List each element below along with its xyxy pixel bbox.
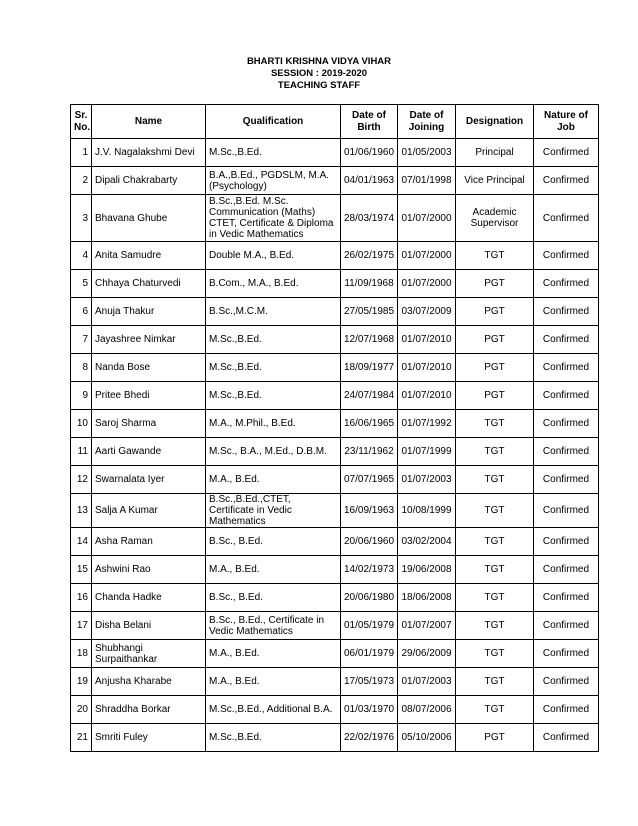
cell-sr-no: 12 [71,466,92,494]
cell-sr-no: 10 [71,410,92,438]
cell-name: J.V. Nagalakshmi Devi [92,139,206,167]
cell-sr-no: 11 [71,438,92,466]
cell-nature-of-job: Confirmed [534,270,599,298]
cell-sr-no: 18 [71,640,92,668]
cell-date-of-birth: 20/06/1960 [341,528,398,556]
cell-qualification: M.A., B.Ed. [206,640,341,668]
cell-sr-no: 16 [71,584,92,612]
cell-date-of-joining: 01/07/2000 [398,242,456,270]
cell-nature-of-job: Confirmed [534,139,599,167]
cell-date-of-birth: 27/05/1985 [341,298,398,326]
cell-sr-no: 15 [71,556,92,584]
cell-sr-no: 3 [71,195,92,242]
table-row [71,466,599,494]
cell-date-of-birth: 14/02/1973 [341,556,398,584]
cell-date-of-birth: 28/03/1974 [341,195,398,242]
cell-date-of-joining: 03/02/2004 [398,528,456,556]
cell-date-of-joining: 01/07/2000 [398,195,456,242]
cell-nature-of-job: Confirmed [534,298,599,326]
table-body [71,139,599,752]
table-row [71,298,599,326]
cell-designation: TGT [456,584,534,612]
header-sr-no: Sr. No. [71,105,92,139]
cell-designation: PGT [456,270,534,298]
cell-nature-of-job: Confirmed [534,528,599,556]
cell-nature-of-job: Confirmed [534,696,599,724]
table-row [71,270,599,298]
cell-date-of-birth: 23/11/1962 [341,438,398,466]
cell-designation: TGT [456,466,534,494]
cell-date-of-joining: 18/06/2008 [398,584,456,612]
cell-designation: Principal [456,139,534,167]
cell-date-of-joining: 19/06/2008 [398,556,456,584]
cell-nature-of-job: Confirmed [534,195,599,242]
cell-name: Disha Belani [92,612,206,640]
cell-nature-of-job: Confirmed [534,242,599,270]
cell-qualification: B.Sc., B.Ed. [206,528,341,556]
cell-designation: PGT [456,326,534,354]
table-row [71,528,599,556]
cell-designation: TGT [456,410,534,438]
table-row [71,584,599,612]
table-row [71,382,599,410]
cell-date-of-joining: 01/07/2010 [398,382,456,410]
table-row [71,724,599,752]
cell-date-of-joining: 01/07/1992 [398,410,456,438]
cell-designation: PGT [456,382,534,410]
cell-sr-no: 21 [71,724,92,752]
cell-sr-no: 20 [71,696,92,724]
cell-designation: Academic Supervisor [456,195,534,242]
cell-qualification: M.A., M.Phil., B.Ed. [206,410,341,438]
cell-date-of-joining: 01/07/2007 [398,612,456,640]
cell-nature-of-job: Confirmed [534,438,599,466]
school-name: BHARTI KRISHNA VIDYA VIHAR [246,56,392,67]
cell-qualification: B.Sc., B.Ed. [206,584,341,612]
cell-qualification: B.Com., M.A., B.Ed. [206,270,341,298]
cell-name: Chhaya Chaturvedi [92,270,206,298]
cell-sr-no: 13 [71,494,92,528]
cell-date-of-birth: 01/05/1979 [341,612,398,640]
cell-nature-of-job: Confirmed [534,612,599,640]
cell-sr-no: 9 [71,382,92,410]
cell-date-of-joining: 10/08/1999 [398,494,456,528]
cell-date-of-joining: 01/07/2003 [398,466,456,494]
cell-qualification: Double M.A., B.Ed. [206,242,341,270]
document-heading [0,56,638,92]
cell-name: Ashwini Rao [92,556,206,584]
cell-date-of-joining: 01/05/2003 [398,139,456,167]
cell-designation: TGT [456,612,534,640]
table-row [71,139,599,167]
cell-nature-of-job: Confirmed [534,354,599,382]
cell-sr-no: 4 [71,242,92,270]
cell-date-of-birth: 01/06/1960 [341,139,398,167]
cell-nature-of-job: Confirmed [534,466,599,494]
cell-designation: TGT [456,494,534,528]
cell-name: Saroj Sharma [92,410,206,438]
header-date-of-joining: Date of Joining [398,105,456,139]
cell-name: Swarnalata Iyer [92,466,206,494]
cell-name: Aarti Gawande [92,438,206,466]
cell-date-of-birth: 01/03/1970 [341,696,398,724]
cell-qualification: B.Sc.,M.C.M. [206,298,341,326]
table-row [71,668,599,696]
cell-name: Dipali Chakrabarty [92,167,206,195]
staff-subtitle: TEACHING STAFF [277,80,361,91]
cell-date-of-birth: 22/02/1976 [341,724,398,752]
cell-designation: TGT [456,696,534,724]
cell-designation: TGT [456,640,534,668]
cell-date-of-joining: 05/10/2006 [398,724,456,752]
header-date-of-birth: Date of Birth [341,105,398,139]
cell-date-of-birth: 04/01/1963 [341,167,398,195]
cell-name: Nanda Bose [92,354,206,382]
cell-date-of-joining: 01/07/2010 [398,326,456,354]
cell-date-of-birth: 12/07/1968 [341,326,398,354]
header-name: Name [92,105,206,139]
cell-qualification: M.Sc.,B.Ed. [206,724,341,752]
cell-sr-no: 6 [71,298,92,326]
cell-designation: Vice Principal [456,167,534,195]
teaching-staff-table [70,104,599,752]
cell-date-of-birth: 11/09/1968 [341,270,398,298]
cell-designation: PGT [456,724,534,752]
cell-designation: TGT [456,668,534,696]
cell-date-of-birth: 07/07/1965 [341,466,398,494]
cell-sr-no: 2 [71,167,92,195]
table-row [71,326,599,354]
cell-name: Anita Samudre [92,242,206,270]
table-row [71,354,599,382]
cell-nature-of-job: Confirmed [534,724,599,752]
session-label: SESSION : 2019-2020 [270,68,368,79]
cell-qualification: B.A.,B.Ed., PGDSLM, M.A. (Psychology) [206,167,341,195]
cell-date-of-joining: 03/07/2009 [398,298,456,326]
cell-nature-of-job: Confirmed [534,584,599,612]
cell-date-of-joining: 08/07/2006 [398,696,456,724]
cell-designation: TGT [456,528,534,556]
cell-name: Anuja Thakur [92,298,206,326]
cell-name: Smriti Fuley [92,724,206,752]
table-row [71,242,599,270]
cell-qualification: M.Sc.,B.Ed. [206,354,341,382]
cell-nature-of-job: Confirmed [534,640,599,668]
cell-date-of-joining: 29/06/2009 [398,640,456,668]
cell-qualification: B.Sc.,B.Ed. M.Sc. Communication (Maths) CTET, Certificate & Diploma in Vedic Mathematics [206,195,341,242]
table-row [71,640,599,668]
cell-sr-no: 5 [71,270,92,298]
cell-sr-no: 14 [71,528,92,556]
cell-designation: TGT [456,242,534,270]
table-row [71,167,599,195]
cell-date-of-birth: 16/06/1965 [341,410,398,438]
header-designation: Designation [456,105,534,139]
cell-name: Shubhangi Surpaithankar [92,640,206,668]
cell-qualification: M.A., B.Ed. [206,466,341,494]
cell-name: Anjusha Kharabe [92,668,206,696]
cell-sr-no: 1 [71,139,92,167]
cell-date-of-joining: 01/07/1999 [398,438,456,466]
cell-name: Chanda Hadke [92,584,206,612]
header-nature-of-job: Nature of Job [534,105,599,139]
cell-nature-of-job: Confirmed [534,410,599,438]
cell-name: Pritee Bhedi [92,382,206,410]
cell-date-of-birth: 06/01/1979 [341,640,398,668]
cell-sr-no: 17 [71,612,92,640]
table-row [71,696,599,724]
cell-designation: PGT [456,354,534,382]
cell-sr-no: 8 [71,354,92,382]
cell-date-of-joining: 01/07/2010 [398,354,456,382]
cell-nature-of-job: Confirmed [534,326,599,354]
cell-name: Bhavana Ghube [92,195,206,242]
cell-name: Jayashree Nimkar [92,326,206,354]
cell-nature-of-job: Confirmed [534,668,599,696]
cell-qualification: M.Sc.,B.Ed. [206,382,341,410]
cell-date-of-birth: 18/09/1977 [341,354,398,382]
cell-sr-no: 19 [71,668,92,696]
cell-nature-of-job: Confirmed [534,382,599,410]
header-qualification: Qualification [206,105,341,139]
cell-date-of-joining: 01/07/2000 [398,270,456,298]
table-row [71,612,599,640]
cell-qualification: B.Sc., B.Ed., Certificate in Vedic Mathematics [206,612,341,640]
cell-date-of-joining: 01/07/2003 [398,668,456,696]
cell-nature-of-job: Confirmed [534,556,599,584]
table-row [71,438,599,466]
cell-date-of-joining: 07/01/1998 [398,167,456,195]
cell-name: Asha Raman [92,528,206,556]
cell-name: Shraddha Borkar [92,696,206,724]
cell-qualification: M.A., B.Ed. [206,668,341,696]
cell-nature-of-job: Confirmed [534,167,599,195]
cell-qualification: M.Sc.,B.Ed., Additional B.A. [206,696,341,724]
cell-date-of-birth: 24/07/1984 [341,382,398,410]
cell-designation: TGT [456,556,534,584]
table-header-row [71,105,599,139]
table-row [71,410,599,438]
cell-designation: PGT [456,298,534,326]
table-row [71,556,599,584]
cell-date-of-birth: 20/06/1980 [341,584,398,612]
cell-qualification: M.Sc., B.A., M.Ed., D.B.M. [206,438,341,466]
cell-nature-of-job: Confirmed [534,494,599,528]
cell-qualification: M.A., B.Ed. [206,556,341,584]
cell-qualification: B.Sc.,B.Ed.,CTET, Certificate in Vedic Mathematics [206,494,341,528]
cell-qualification: M.Sc.,B.Ed. [206,139,341,167]
cell-date-of-birth: 16/09/1963 [341,494,398,528]
cell-qualification: M.Sc.,B.Ed. [206,326,341,354]
cell-date-of-birth: 17/05/1973 [341,668,398,696]
cell-designation: TGT [456,438,534,466]
cell-sr-no: 7 [71,326,92,354]
table-row [71,494,599,528]
cell-date-of-birth: 26/02/1975 [341,242,398,270]
cell-name: Salja A Kumar [92,494,206,528]
table-row [71,195,599,242]
